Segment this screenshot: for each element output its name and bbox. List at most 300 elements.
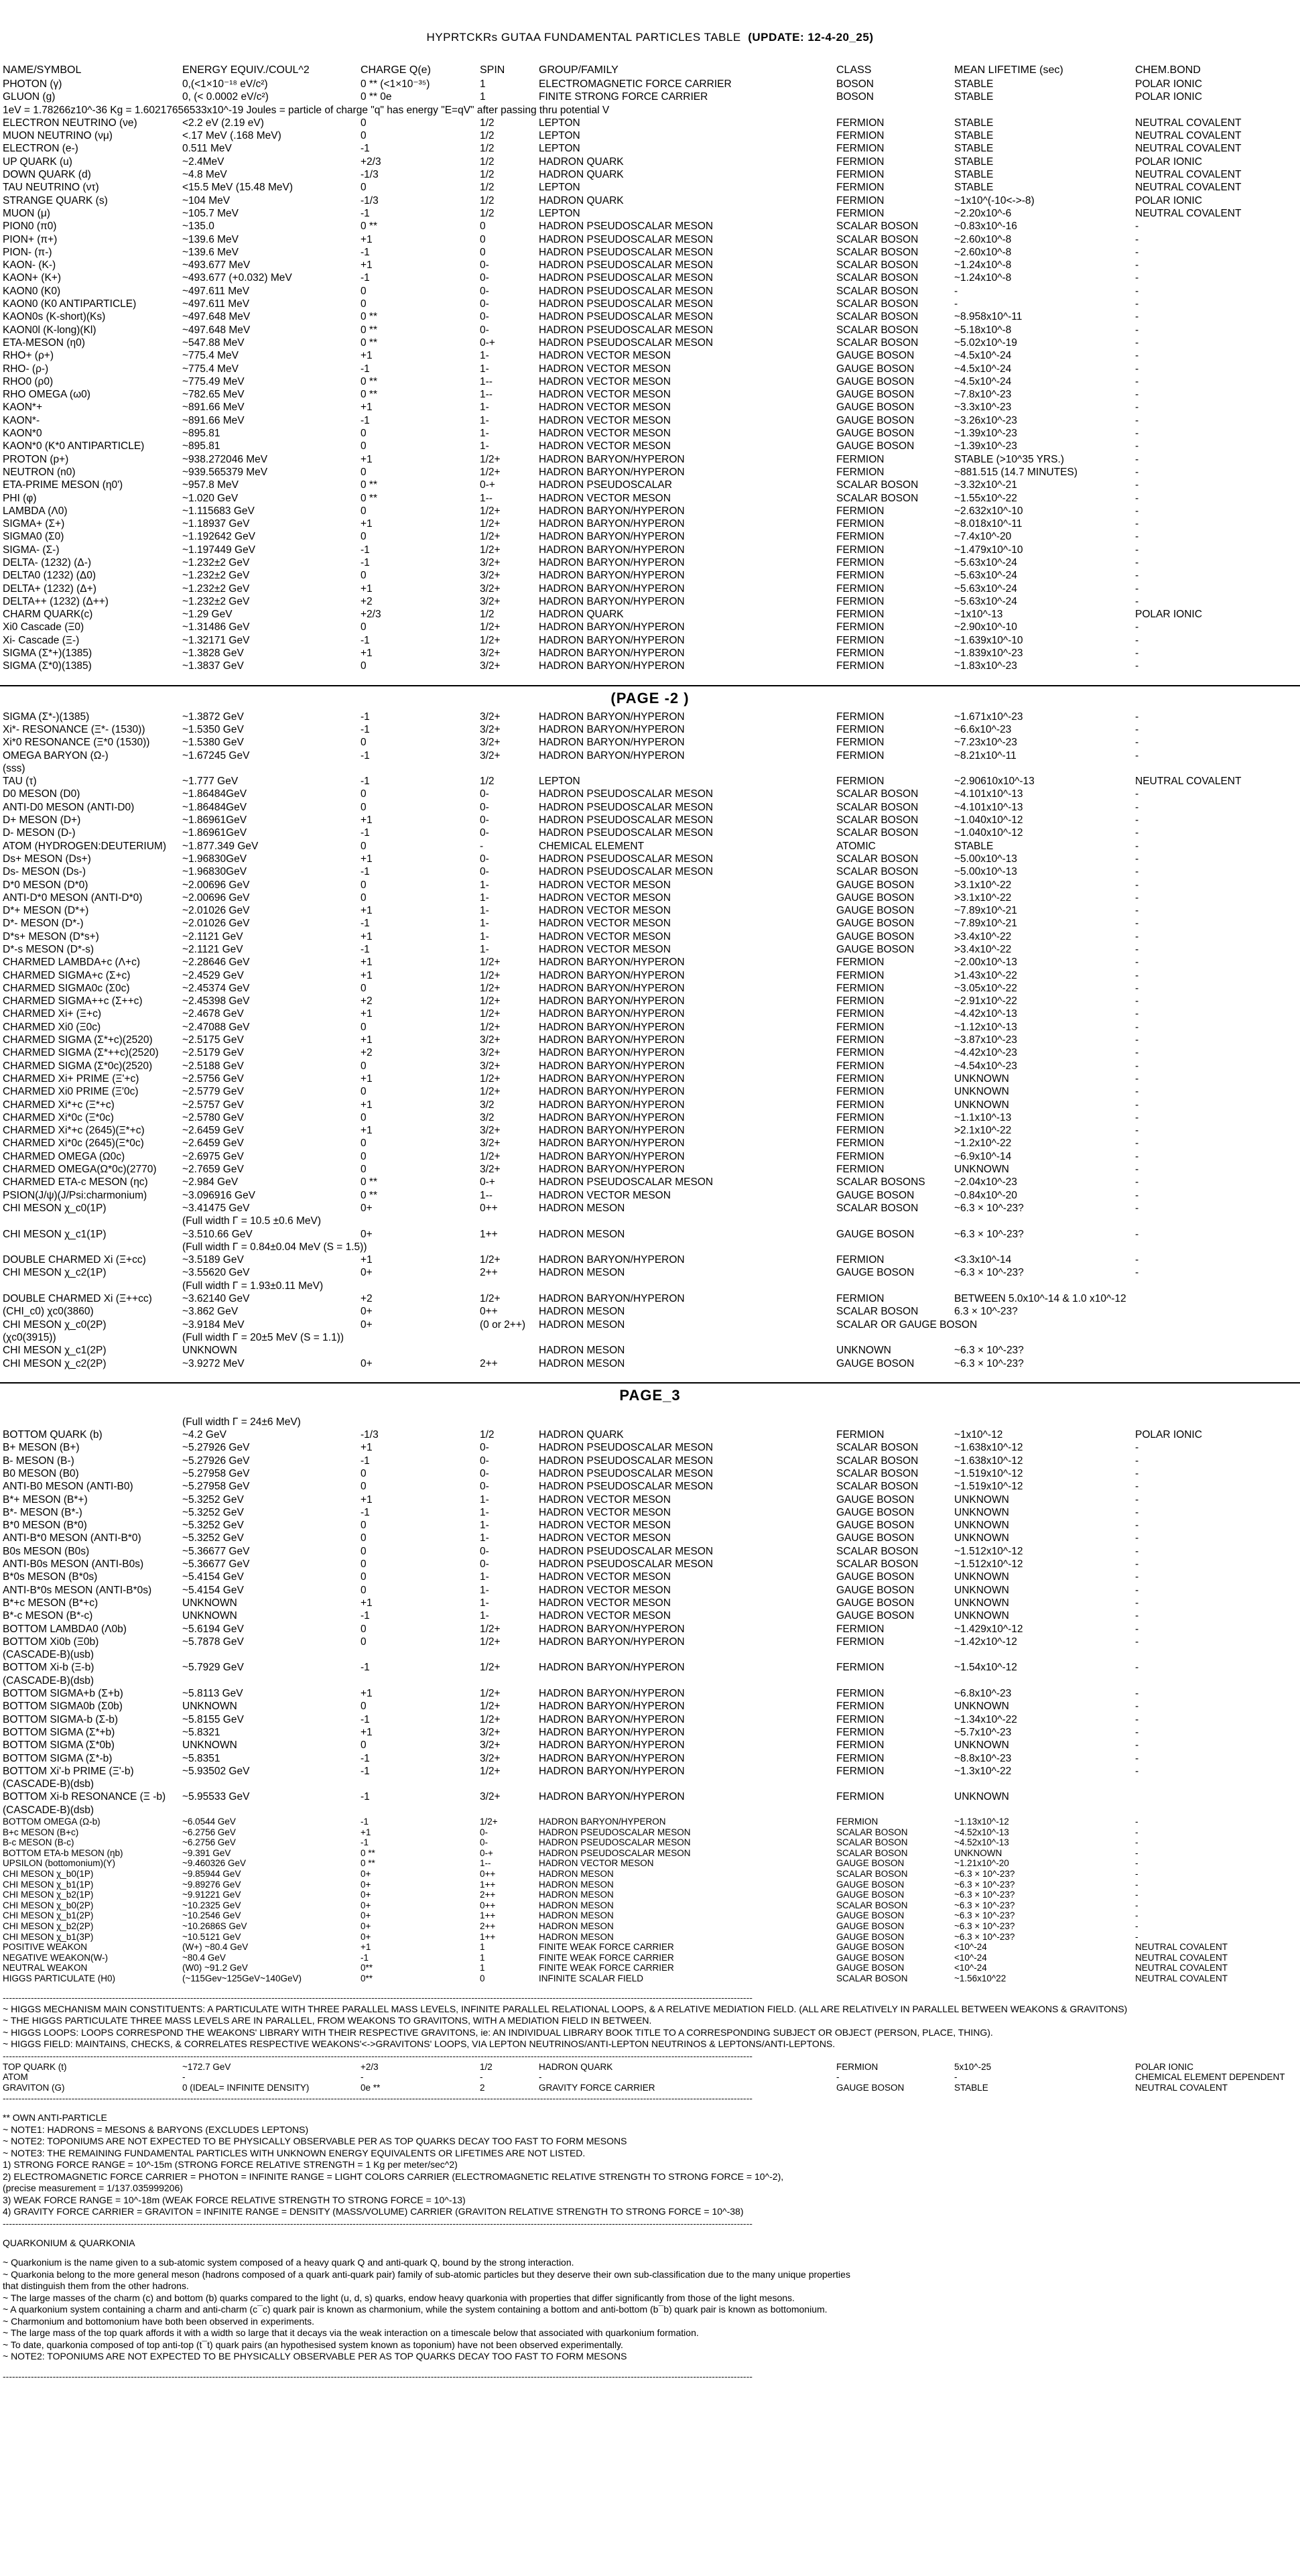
cell-col-0: RHO+ (ρ+) xyxy=(3,350,54,362)
cell-col-5: FERMION xyxy=(836,1636,885,1648)
cell-col-3: 0 xyxy=(480,221,486,233)
cell-col-1: ~2.984 GeV xyxy=(182,1176,239,1188)
cell-col-4: HADRON BARYON/HYPERON xyxy=(539,1072,685,1085)
table-row xyxy=(0,1973,1300,1984)
cell-col-0: BOTTOM SIGMA (Σ*0b) xyxy=(3,1739,115,1752)
cell-col-4: HADRON BARYON/HYPERON xyxy=(539,1765,685,1777)
cell-col-4: ELECTROMAGNETIC FORCE CARRIER xyxy=(539,78,732,90)
cell-col-7: - xyxy=(1135,1890,1139,1900)
cell-col-0: UP QUARK (u) xyxy=(3,156,72,168)
cell-col-0: GRAVITON (G) xyxy=(3,2082,65,2093)
cell-col-3: 1++ xyxy=(480,1228,498,1240)
cell-col-0: CHI MESON χ_b1(1P) xyxy=(3,1879,94,1890)
cell-col-3: - xyxy=(480,840,484,852)
cell-col-7: - xyxy=(1135,1623,1139,1635)
cell-col-2: 0 xyxy=(361,428,367,440)
cell-col-1: ~80.4 GeV xyxy=(182,1952,226,1963)
cell-col-3: 3/2+ xyxy=(480,582,501,595)
cell-col-3: 1- xyxy=(480,350,489,362)
table-row xyxy=(0,375,1300,388)
cell-col-1: ~1.31486 GeV xyxy=(182,621,250,633)
cell-col-1: ~957.8 MeV xyxy=(182,479,239,491)
cell-col-1: ~5.8113 GeV xyxy=(182,1688,243,1700)
cell-col-7: - xyxy=(1135,1920,1139,1931)
cell-col-2: 0 xyxy=(361,1467,367,1479)
cell-col-4: HADRON BARYON/HYPERON xyxy=(539,1047,685,1059)
table-row xyxy=(0,492,1300,505)
cell-col-6: UNKNOWN xyxy=(954,1506,1009,1518)
cell-col-3: 1/2 xyxy=(480,194,495,206)
cell-col-3: 0- xyxy=(480,1827,489,1837)
cell-col-4: HADRON PSEUDOSCALAR MESON xyxy=(539,1545,714,1557)
cell-col-1: ~9.89276 GeV xyxy=(182,1879,241,1890)
cell-col-0: CHARM QUARK(c) xyxy=(3,609,93,621)
table-row xyxy=(0,969,1300,982)
cell-col-4: HADRON VECTOR MESON xyxy=(539,350,671,362)
note-line: ~ Quarkonium is the name given to a sub-atomic system composed of a heavy quark Q and anti-quark Q, bound by the strong interaction. xyxy=(3,2257,574,2268)
cell-col-7: NEUTRAL COVALENT xyxy=(1135,117,1242,129)
cell-col-5: FERMION xyxy=(836,1008,885,1020)
cell-col-6: ~1.839x10^-23 xyxy=(954,648,1023,660)
cell-col-3: 1/2+ xyxy=(480,1662,501,1674)
table-row xyxy=(0,1900,1300,1911)
cell-col-5: GAUGE BOSON xyxy=(836,402,915,414)
cell-col-5: SCALAR BOSON xyxy=(836,311,919,323)
table-row xyxy=(0,1700,1300,1713)
cell-col-1: ~2.1121 GeV xyxy=(182,930,243,942)
cell-col-0: TOP QUARK (t) xyxy=(3,2061,67,2072)
cell-col-3: 3/2+ xyxy=(480,648,501,660)
cell-col-0: KAON+ (K+) xyxy=(3,272,61,284)
cell-col-2: +1 xyxy=(361,853,373,865)
cell-col-0: GLUON (g) xyxy=(3,91,56,103)
cell-col-4: HADRON MESON xyxy=(539,1318,625,1331)
cell-col-1: ~782.65 MeV xyxy=(182,389,245,401)
quarkonium-notes xyxy=(0,2257,1300,2363)
cell-col-2: -1 xyxy=(361,711,370,723)
cell-col-5: GAUGE BOSON xyxy=(836,1228,915,1240)
cell-col-1: ~6.2756 GeV xyxy=(182,1827,236,1837)
cell-col-5: GAUGE BOSON xyxy=(836,1920,905,1931)
cell-col-3: 1/2+ xyxy=(480,1623,501,1635)
cell-col-1: ~1.115683 GeV xyxy=(182,505,255,517)
cell-col-2: -1 xyxy=(361,272,370,284)
cell-col-0: CHARMED Xi*+c (2645)(Ξ*+c) xyxy=(3,1125,145,1137)
note-line: 1) STRONG FORCE RANGE = 10^-15m (STRONG FORCE RELATIVE STRENGTH = 1 Kg per meter/sec^2) xyxy=(3,2159,458,2170)
cell-col-6: ~5.7x10^-23 xyxy=(954,1726,1012,1738)
note-line: ~ HIGGS MECHANISM MAIN CONSTITUENTS: A PARTICULATE WITH THREE PARALLEL MASS LEVELS, INFINITE PARALLEL RELATIONAL LOOPS, & A RELATIVE MEDIATION FIELD. (ALL ARE RELATIVELY IN PARALLEL BETWEEN WEAKONS & GRAVITONS) xyxy=(3,2003,1128,2014)
cell-col-5: GAUGE BOSON xyxy=(836,1963,905,1973)
cell-col-5: FERMION xyxy=(836,130,885,142)
cell-col-2: 0 xyxy=(361,1164,367,1176)
cell-col-5: FERMION xyxy=(836,621,885,633)
cell-col-3: 1- xyxy=(480,892,489,904)
cell-col-5: SCALAR BOSON xyxy=(836,1442,919,1454)
cell-col-3: 1-- xyxy=(480,1858,491,1869)
cell-col-0: SIGMA0 (Σ0) xyxy=(3,531,64,543)
table-row xyxy=(0,814,1300,826)
table-row xyxy=(0,723,1300,736)
cell-col-0: SIGMA+ (Σ+) xyxy=(3,518,65,530)
cell-col-7: - xyxy=(1135,479,1139,491)
cell-col-5: GAUGE BOSON xyxy=(836,1597,915,1609)
table-row xyxy=(0,1480,1300,1493)
cell-col-6: ~1.040x10^-12 xyxy=(954,827,1023,839)
cell-col-7: - xyxy=(1135,1481,1139,1493)
cell-col-3: 1 xyxy=(480,1952,485,1963)
cell-col-6: ~3.87x10^-23 xyxy=(954,1034,1017,1046)
cell-col-1: ~5.7878 GeV xyxy=(182,1636,244,1648)
cell-col-6: STABLE xyxy=(954,91,994,103)
title-text: HYPRTCKRs GUTAA FUNDAMENTAL PARTICLES TABLE xyxy=(426,31,741,44)
table-row xyxy=(0,156,1300,168)
cell-col-6: ~7.89x10^-21 xyxy=(954,918,1017,930)
table-row xyxy=(0,505,1300,517)
cell-col-2: 0 ** xyxy=(361,389,377,401)
cell-col-2: -1 xyxy=(361,723,370,735)
cell-col-3: 1- xyxy=(480,905,489,917)
cell-col-6: UNKNOWN xyxy=(954,1701,1009,1713)
cell-col-5: FERMION xyxy=(836,723,885,735)
width-note-4: (Full width Γ = 24±6 MeV) xyxy=(182,1416,301,1428)
cell-col-6: ~3.32x10^-21 xyxy=(954,479,1017,491)
note-line: ~ NOTE1: HADRONS = MESONS & BARYONS (EXCLUDES LEPTONS) xyxy=(3,2124,309,2135)
cell-col-2: +1 xyxy=(361,1942,371,1953)
cell-col-7: - xyxy=(1135,1228,1139,1240)
cell-col-4: HADRON VECTOR MESON xyxy=(539,402,671,414)
cell-col-4: HADRON BARYON/HYPERON xyxy=(539,969,685,981)
cell-col-2: 0e ** xyxy=(361,2082,381,2093)
cell-col-7: - xyxy=(1135,1034,1139,1046)
table-row xyxy=(0,1623,1300,1636)
cell-col-2: 0 xyxy=(361,505,367,517)
table-row xyxy=(0,1817,1300,1827)
cell-col-0: B+ MESON (B+) xyxy=(3,1442,80,1454)
cell-col-5: FERMION xyxy=(836,1293,885,1305)
table-row xyxy=(0,220,1300,233)
table-row xyxy=(0,982,1300,995)
cell-col-0: MUON NEUTRINO (νμ) xyxy=(3,130,113,142)
cell-col-2: -1 xyxy=(361,1713,370,1725)
cell-col-3: 0++ xyxy=(480,1900,496,1910)
cell-col-4: HADRON MESON xyxy=(539,1900,614,1910)
table-row xyxy=(0,1331,1300,1344)
cell-col-4: HADRON PSEUDOSCALAR MESON xyxy=(539,1558,714,1571)
cell-col-0: B*0s MESON (B*0s) xyxy=(3,1571,98,1583)
cell-col-5: SCALAR BOSON xyxy=(836,1306,919,1318)
cell-col-7: - xyxy=(1135,621,1139,633)
cell-col-7: - xyxy=(1135,1765,1139,1777)
cell-col-5: FERMION xyxy=(836,1739,885,1752)
table-row xyxy=(0,1176,1300,1188)
cell-col-4: HADRON PSEUDOSCALAR MESON xyxy=(539,324,714,336)
cell-col-4: HADRON MESON xyxy=(539,1202,625,1214)
cell-col-0: D*s+ MESON (D*s+) xyxy=(3,930,99,942)
cell-col-6: ~1.519x10^-12 xyxy=(954,1481,1023,1493)
cell-col-5: GAUGE BOSON xyxy=(836,363,915,375)
table-row xyxy=(0,1137,1300,1150)
cell-col-6: ~5.63x10^-24 xyxy=(954,570,1017,582)
cell-col-0: (CASCADE-B)(dsb) xyxy=(3,1804,94,1816)
cell-col-2: 0 xyxy=(361,117,367,129)
table-row xyxy=(0,414,1300,427)
cell-col-7: - xyxy=(1135,1817,1139,1827)
cell-col-3: 3/2+ xyxy=(480,1726,501,1738)
cell-col-3: 3/2+ xyxy=(480,1125,501,1137)
cell-col-4: HADRON MESON xyxy=(539,1345,625,1357)
table-row xyxy=(0,1858,1300,1869)
cell-col-4: HADRON QUARK xyxy=(539,169,624,181)
cell-col-5: FERMION xyxy=(836,634,885,646)
cell-col-4: HADRON BARYON/HYPERON xyxy=(539,556,685,568)
cell-col-7: - xyxy=(1135,969,1139,981)
cell-col-0: D- MESON (D-) xyxy=(3,827,76,839)
cell-col-1: ~775.4 MeV xyxy=(182,350,239,362)
cell-col-4: HADRON BARYON/HYPERON xyxy=(539,518,685,530)
cell-col-6: ~8.958x10^-11 xyxy=(954,311,1023,323)
cell-col-2: 0 ** xyxy=(361,479,377,491)
cell-col-1: ~2.47088 GeV xyxy=(182,1021,250,1033)
cell-col-0: BOTTOM Xi'-b PRIME (Ξ'-b) xyxy=(3,1765,134,1777)
cell-col-1: ~2.6459 GeV xyxy=(182,1138,244,1150)
cell-col-7: - xyxy=(1135,1868,1139,1879)
cell-col-4: LEPTON xyxy=(539,182,580,194)
cell-col-3: 3/2 xyxy=(480,1111,495,1123)
cell-col-3: 0- xyxy=(480,827,489,839)
table-row xyxy=(0,453,1300,466)
cell-col-2: +1 xyxy=(361,1099,373,1111)
cell-col-3: 2++ xyxy=(480,1890,496,1900)
cell-col-5: SCALAR BOSON xyxy=(836,336,919,349)
cell-col-4: HADRON BARYON/HYPERON xyxy=(539,723,685,735)
table-row xyxy=(0,1674,1300,1687)
cell-col-1: ~135.0 xyxy=(182,221,214,233)
cell-col-4: HADRON BARYON/HYPERON xyxy=(539,544,685,556)
cell-col-1: ~1.86961GeV xyxy=(182,827,247,839)
cell-col-1: ~3.862 GeV xyxy=(182,1306,239,1318)
table-row xyxy=(0,1910,1300,1921)
cell-col-5: FERMION xyxy=(836,466,885,478)
cell-col-1: ~2.5175 GeV xyxy=(182,1034,244,1046)
cell-col-6: ~6.3 × 10^-23? xyxy=(954,1920,1015,1931)
cell-col-1: (~115Gev~125GeV~140GeV) xyxy=(182,1973,302,1983)
cell-col-1: ~2.01026 GeV xyxy=(182,918,250,930)
cell-col-7: POLAR IONIC xyxy=(1135,194,1202,206)
cell-col-1: ~1.96830GeV xyxy=(182,853,247,865)
cell-col-2: 0 xyxy=(361,1138,367,1150)
cell-col-2: +1 xyxy=(361,930,373,942)
cell-col-2: +1 xyxy=(361,453,373,465)
cell-col-5: SCALAR BOSON xyxy=(836,1868,908,1879)
cell-col-7: - xyxy=(1135,814,1139,826)
cell-col-1: ~104 MeV xyxy=(182,194,231,206)
cell-col-7: - xyxy=(1135,866,1139,878)
cell-col-1: 0,(<1×10⁻¹⁸ eV/c²) xyxy=(182,78,268,90)
cell-col-3: 0- xyxy=(480,324,489,336)
cell-col-5: FERMION xyxy=(836,957,885,969)
cell-col-3: 3/2+ xyxy=(480,1739,501,1752)
cell-col-7: - xyxy=(1135,1558,1139,1571)
cell-col-7: - xyxy=(1135,531,1139,543)
cell-col-0: ANTI-B*0s MESON (ANTI-B*0s) xyxy=(3,1584,152,1596)
cell-col-5: FERMION xyxy=(836,169,885,181)
cell-col-3: 0++ xyxy=(480,1306,498,1318)
cell-col-6: ~7.8x10^-23 xyxy=(954,389,1012,401)
cell-col-3: 2++ xyxy=(480,1920,496,1931)
cell-col-2: -1 xyxy=(361,634,370,646)
cell-col-7: - xyxy=(1135,1931,1139,1942)
cell-col-0: CHI MESON χ_c2(1P) xyxy=(3,1267,107,1279)
cell-col-3: 2 xyxy=(480,2082,485,2093)
table-section-p3-small xyxy=(0,1817,1300,1984)
cell-col-1: ~895.81 xyxy=(182,440,220,452)
table-row xyxy=(0,582,1300,595)
cell-col-0: CHI MESON χ_b1(3P) xyxy=(3,1931,94,1942)
cell-col-4: HADRON BARYON/HYPERON xyxy=(539,711,685,723)
cell-col-4: HADRON BARYON/HYPERON xyxy=(539,1752,685,1764)
table-row xyxy=(0,1493,1300,1506)
cell-col-5: GAUGE BOSON xyxy=(836,1571,915,1583)
cell-col-0: ANTI-B0s MESON (ANTI-B0s) xyxy=(3,1558,144,1571)
cell-col-7: - xyxy=(1135,660,1139,672)
cell-col-0: TAU NEUTRINO (ντ) xyxy=(3,182,99,194)
cell-col-0: NEGATIVE WEAKON(W-) xyxy=(3,1952,109,1963)
table-row xyxy=(0,1921,1300,1932)
cell-col-0: (CASCADE-B)(usb) xyxy=(3,1649,94,1661)
cell-col-6: ~881.515 (14.7 MINUTES) xyxy=(954,466,1078,478)
table-row xyxy=(0,207,1300,220)
table-row xyxy=(0,363,1300,375)
cell-col-2: 0 xyxy=(361,1060,367,1072)
cell-col-7: - xyxy=(1135,350,1139,362)
cell-col-7: - xyxy=(1135,324,1139,336)
table-row xyxy=(0,595,1300,608)
cell-col-6: ~6.9x10^-14 xyxy=(954,1150,1012,1162)
cell-col-7: - xyxy=(1135,1086,1139,1098)
cell-col-3: 0- xyxy=(480,1558,489,1571)
cell-col-6: ~2.00x10^-13 xyxy=(954,957,1017,969)
cell-col-6: ~1x10^(-10<->-8) xyxy=(954,194,1035,206)
cell-col-1: UNKNOWN xyxy=(182,1739,237,1752)
cell-col-0: CHARMED SIGMA0c (Σ0c) xyxy=(3,982,130,994)
cell-col-7: - xyxy=(1135,634,1139,646)
cell-col-6: ~3.3x10^-23 xyxy=(954,402,1012,414)
cell-col-3: 0- xyxy=(480,1545,489,1557)
table-row xyxy=(0,271,1300,284)
cell-col-1: ~4.8 MeV xyxy=(182,169,227,181)
cell-col-2: -1 xyxy=(361,1837,369,1848)
cell-col-6: STABLE xyxy=(954,182,994,194)
cell-col-7: POLAR IONIC xyxy=(1135,2061,1194,2072)
cell-col-2: +1 xyxy=(361,233,373,245)
cell-col-7: - xyxy=(1135,375,1139,387)
cell-col-4: - xyxy=(539,2072,542,2083)
cell-col-4: LEPTON xyxy=(539,117,580,129)
cell-col-4: HADRON PSEUDOSCALAR MESON xyxy=(539,1455,714,1467)
quarkonium-title: QUARKONIUM & QUARKONIA xyxy=(3,2237,135,2248)
cell-col-3: 1 xyxy=(480,78,486,90)
cell-col-2: 0 xyxy=(361,1545,367,1557)
cell-col-5: FERMION xyxy=(836,969,885,981)
cell-col-1: ~6.2756 GeV xyxy=(182,1837,236,1848)
cell-col-4: HADRON VECTOR MESON xyxy=(539,1506,671,1518)
table-row xyxy=(0,285,1300,298)
table-row xyxy=(0,1034,1300,1046)
cell-col-2: 0+ xyxy=(361,1879,371,1890)
cell-col-0: B- MESON (B-) xyxy=(3,1455,74,1467)
cell-col-5: SCALAR BOSON xyxy=(836,801,919,813)
cell-col-1: ~1.232±2 GeV xyxy=(182,570,250,582)
cell-col-4: HADRON MESON xyxy=(539,1931,614,1942)
cell-col-1: ~5.27958 GeV xyxy=(182,1467,250,1479)
cell-col-7: - xyxy=(1135,840,1139,852)
cell-col-6: ~4.5x10^-24 xyxy=(954,363,1012,375)
cell-col-2: 0 xyxy=(361,1558,367,1571)
cell-col-6: BETWEEN 5.0x10^-14 & 1.0 x10^-12 xyxy=(954,1293,1126,1305)
cell-col-1: ~775.4 MeV xyxy=(182,363,239,375)
table-row xyxy=(0,1344,1300,1357)
table-row xyxy=(0,608,1300,621)
note-line: 2) ELECTROMAGNETIC FORCE CARRIER = PHOTON = INFINITE RANGE = LIGHT COLORS CARRIER (ELECTROMAGNETIC RELATIVE STRENGTH TO STRONG FORCE = 10^-2), xyxy=(3,2170,784,2182)
cell-col-6: STABLE xyxy=(954,78,994,90)
cell-col-3: 1/2+ xyxy=(480,621,501,633)
cell-col-4: HADRON VECTOR MESON xyxy=(539,1858,654,1869)
cell-col-7: - xyxy=(1135,1138,1139,1150)
table-row xyxy=(0,1111,1300,1124)
cell-col-5: FERMION xyxy=(836,1164,885,1176)
cell-col-4: HADRON VECTOR MESON xyxy=(539,905,671,917)
cell-col-3: 1/2 xyxy=(480,143,495,155)
cell-col-3: 1-- xyxy=(480,492,493,504)
cell-col-7: - xyxy=(1135,1827,1139,1837)
cell-col-4: HADRON PSEUDOSCALAR MESON xyxy=(539,336,714,349)
cell-col-5: BOSON xyxy=(836,78,874,90)
cell-col-1: ~1.3837 GeV xyxy=(182,660,244,672)
cell-col-5: FERMION xyxy=(836,505,885,517)
cell-col-3: 1/2+ xyxy=(480,1150,501,1162)
table-row xyxy=(0,78,1300,90)
cell-col-0: DOUBLE CHARMED Xi (Ξ++cc) xyxy=(3,1293,152,1305)
cell-col-7: - xyxy=(1135,892,1139,904)
note-line: ~ Charmonium and bottomonium have both been observed in experiments. xyxy=(3,2315,314,2327)
cell-col-0: NEUTRAL WEAKON xyxy=(3,1963,88,1973)
cell-col-3: 1- xyxy=(480,879,489,891)
cell-col-6: ~1.54x10^-12 xyxy=(954,1662,1017,1674)
cell-col-4: HADRON BARYON/HYPERON xyxy=(539,1086,685,1098)
cell-col-4: HADRON PSEUDOSCALAR MESON xyxy=(539,866,714,878)
cell-col-2: -1 xyxy=(361,1610,370,1622)
cell-col-4: LEPTON xyxy=(539,130,580,142)
cell-col-0: SIGMA (Σ*0)(1385) xyxy=(3,660,92,672)
cell-col-3: 0- xyxy=(480,1442,489,1454)
cell-col-4: HADRON BARYON/HYPERON xyxy=(539,1726,685,1738)
cell-col-7: - xyxy=(1135,402,1139,414)
cell-col-1: ~9.91221 GeV xyxy=(182,1890,241,1900)
table-row xyxy=(0,647,1300,660)
cell-col-5: FERMION xyxy=(836,570,885,582)
cell-col-0: ATOM (HYDROGEN:DEUTERIUM) xyxy=(3,840,166,852)
cell-col-6: ~5.63x10^-24 xyxy=(954,582,1017,595)
cell-col-0: CHARMED OMEGA (Ω0c) xyxy=(3,1150,125,1162)
table-row xyxy=(0,1584,1300,1597)
cell-col-6: ~1.512x10^-12 xyxy=(954,1558,1023,1571)
cell-col-5: SCALAR BOSON xyxy=(836,866,919,878)
cell-col-5: SCALAR BOSON xyxy=(836,1467,919,1479)
cell-col-4: HADRON BARYON/HYPERON xyxy=(539,1164,685,1176)
cell-col-4: HADRON QUARK xyxy=(539,1429,624,1441)
cell-col-6: >3.1x10^-22 xyxy=(954,892,1012,904)
cell-col-1: ~938.272046 MeV xyxy=(182,453,268,465)
